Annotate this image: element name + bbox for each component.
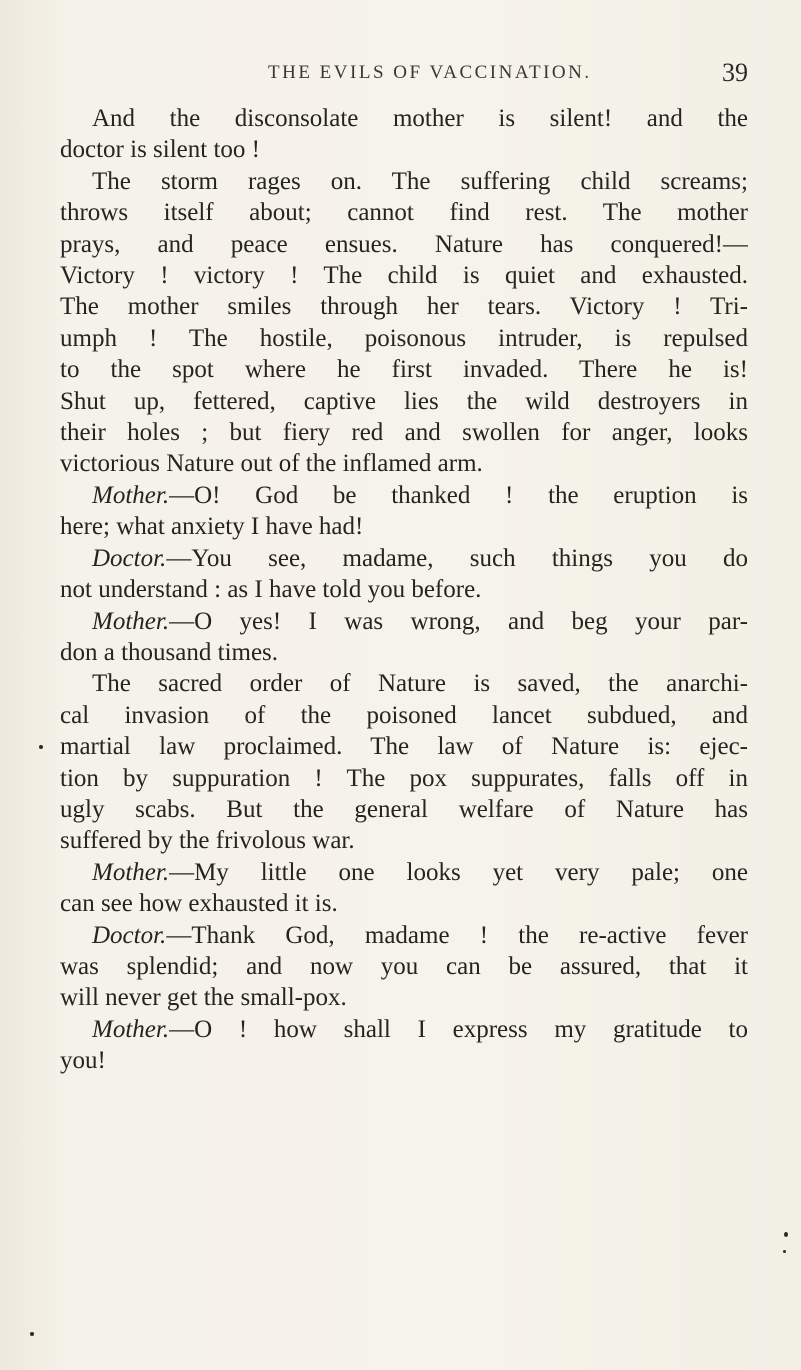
text-line — [60, 448, 748, 479]
text-line — [60, 888, 748, 919]
text-line — [60, 134, 748, 165]
text-line — [60, 1045, 748, 1076]
line-text: —My little one looks yet very pale; one — [169, 858, 748, 886]
text-line — [60, 323, 748, 354]
line-text: cal invasion of the poisoned lancet subdued, and — [60, 701, 748, 729]
text-line — [60, 668, 748, 699]
text-line — [60, 606, 748, 637]
text-line — [60, 103, 748, 134]
line-text: suffered by the frivolous war. — [60, 827, 355, 855]
line-text: umph ! The hostile, poisonous intruder, is repulsed — [60, 324, 748, 352]
text-line — [60, 166, 748, 197]
line-text: don a thousand times. — [60, 638, 279, 666]
line-text: prays, and peace ensues. Nature has conquered!— — [60, 230, 748, 258]
text-line — [60, 543, 748, 574]
speaker-label: Mother. — [92, 1015, 170, 1043]
line-text: —O yes! I was wrong, and beg your par- — [169, 607, 748, 635]
text-line — [60, 291, 748, 322]
text-line — [60, 637, 748, 668]
line-text: to the spot where he first invaded. There he is! — [60, 356, 748, 384]
running-head — [60, 58, 748, 92]
text-line — [60, 700, 748, 731]
line-text: Victory ! victory ! The child is quiet and exhausted. — [60, 262, 748, 290]
text-line — [60, 951, 748, 982]
margin-speck — [39, 745, 43, 749]
line-text: here; what anxiety I have had! — [60, 513, 364, 541]
body-text — [60, 103, 748, 1077]
text-line — [60, 354, 748, 385]
speaker-label: Mother. — [92, 607, 170, 635]
line-text: tion by suppuration ! The pox suppurates, falls off in — [60, 764, 748, 792]
line-text: The mother smiles through her tears. Victory ! Tri- — [60, 293, 748, 321]
text-line — [60, 920, 748, 951]
text-line — [60, 825, 748, 856]
line-text: was splendid; and now you can be assured, that it — [60, 952, 748, 980]
text-line — [60, 1014, 748, 1045]
text-line — [60, 574, 748, 605]
line-text: victorious Nature out of the inflamed arm. — [60, 450, 483, 478]
page-number: 39 — [722, 58, 748, 87]
line-text: throws itself about; cannot find rest. The mother — [60, 199, 748, 227]
line-text: martial law proclaimed. The law of Nature is: ejec- — [60, 733, 748, 761]
line-text: can see how exhausted it is. — [60, 890, 338, 918]
text-line — [60, 794, 748, 825]
line-text: The sacred order of Nature is saved, the anarchi- — [92, 670, 748, 698]
text-line — [60, 857, 748, 888]
speaker-label: Doctor. — [92, 921, 167, 949]
text-line — [60, 731, 748, 762]
speaker-label: Mother. — [92, 858, 170, 886]
line-text: will never get the small-pox. — [60, 984, 347, 1012]
line-text: ugly scabs. But the general welfare of Nature has — [60, 795, 748, 823]
line-text: The storm rages on. The suffering child screams; — [92, 167, 748, 195]
line-text: doctor is silent too ! — [60, 136, 260, 164]
line-text: —O! God be thanked ! the eruption is — [169, 481, 748, 509]
line-text: Shut up, fettered, captive lies the wild destroyers in — [60, 387, 748, 415]
margin-speck — [30, 1332, 34, 1336]
margin-speck — [784, 1232, 788, 1237]
line-text: And the disconsolate mother is silent! and the — [92, 105, 748, 132]
line-text: you! — [60, 1047, 106, 1075]
text-line — [60, 260, 748, 291]
running-title: THE EVILS OF VACCINATION. — [268, 62, 592, 83]
text-line — [60, 763, 748, 794]
line-text: —You see, madame, such things you do — [166, 544, 748, 572]
text-line — [60, 417, 748, 448]
speaker-label: Mother. — [92, 481, 170, 509]
line-text: not understand : as I have told you before. — [60, 576, 482, 604]
text-line — [60, 480, 748, 511]
line-text: —Thank God, madame ! the re-active fever — [166, 921, 748, 949]
text-line — [60, 386, 748, 417]
speaker-label: Doctor. — [92, 544, 167, 572]
text-line — [60, 982, 748, 1013]
text-line — [60, 197, 748, 228]
line-text: —O ! how shall I express my gratitude to — [169, 1015, 748, 1043]
text-line — [60, 229, 748, 260]
margin-speck — [783, 1250, 786, 1253]
line-text: their holes ; but fiery red and swollen for anger, looks — [60, 419, 748, 447]
text-line — [60, 511, 748, 542]
